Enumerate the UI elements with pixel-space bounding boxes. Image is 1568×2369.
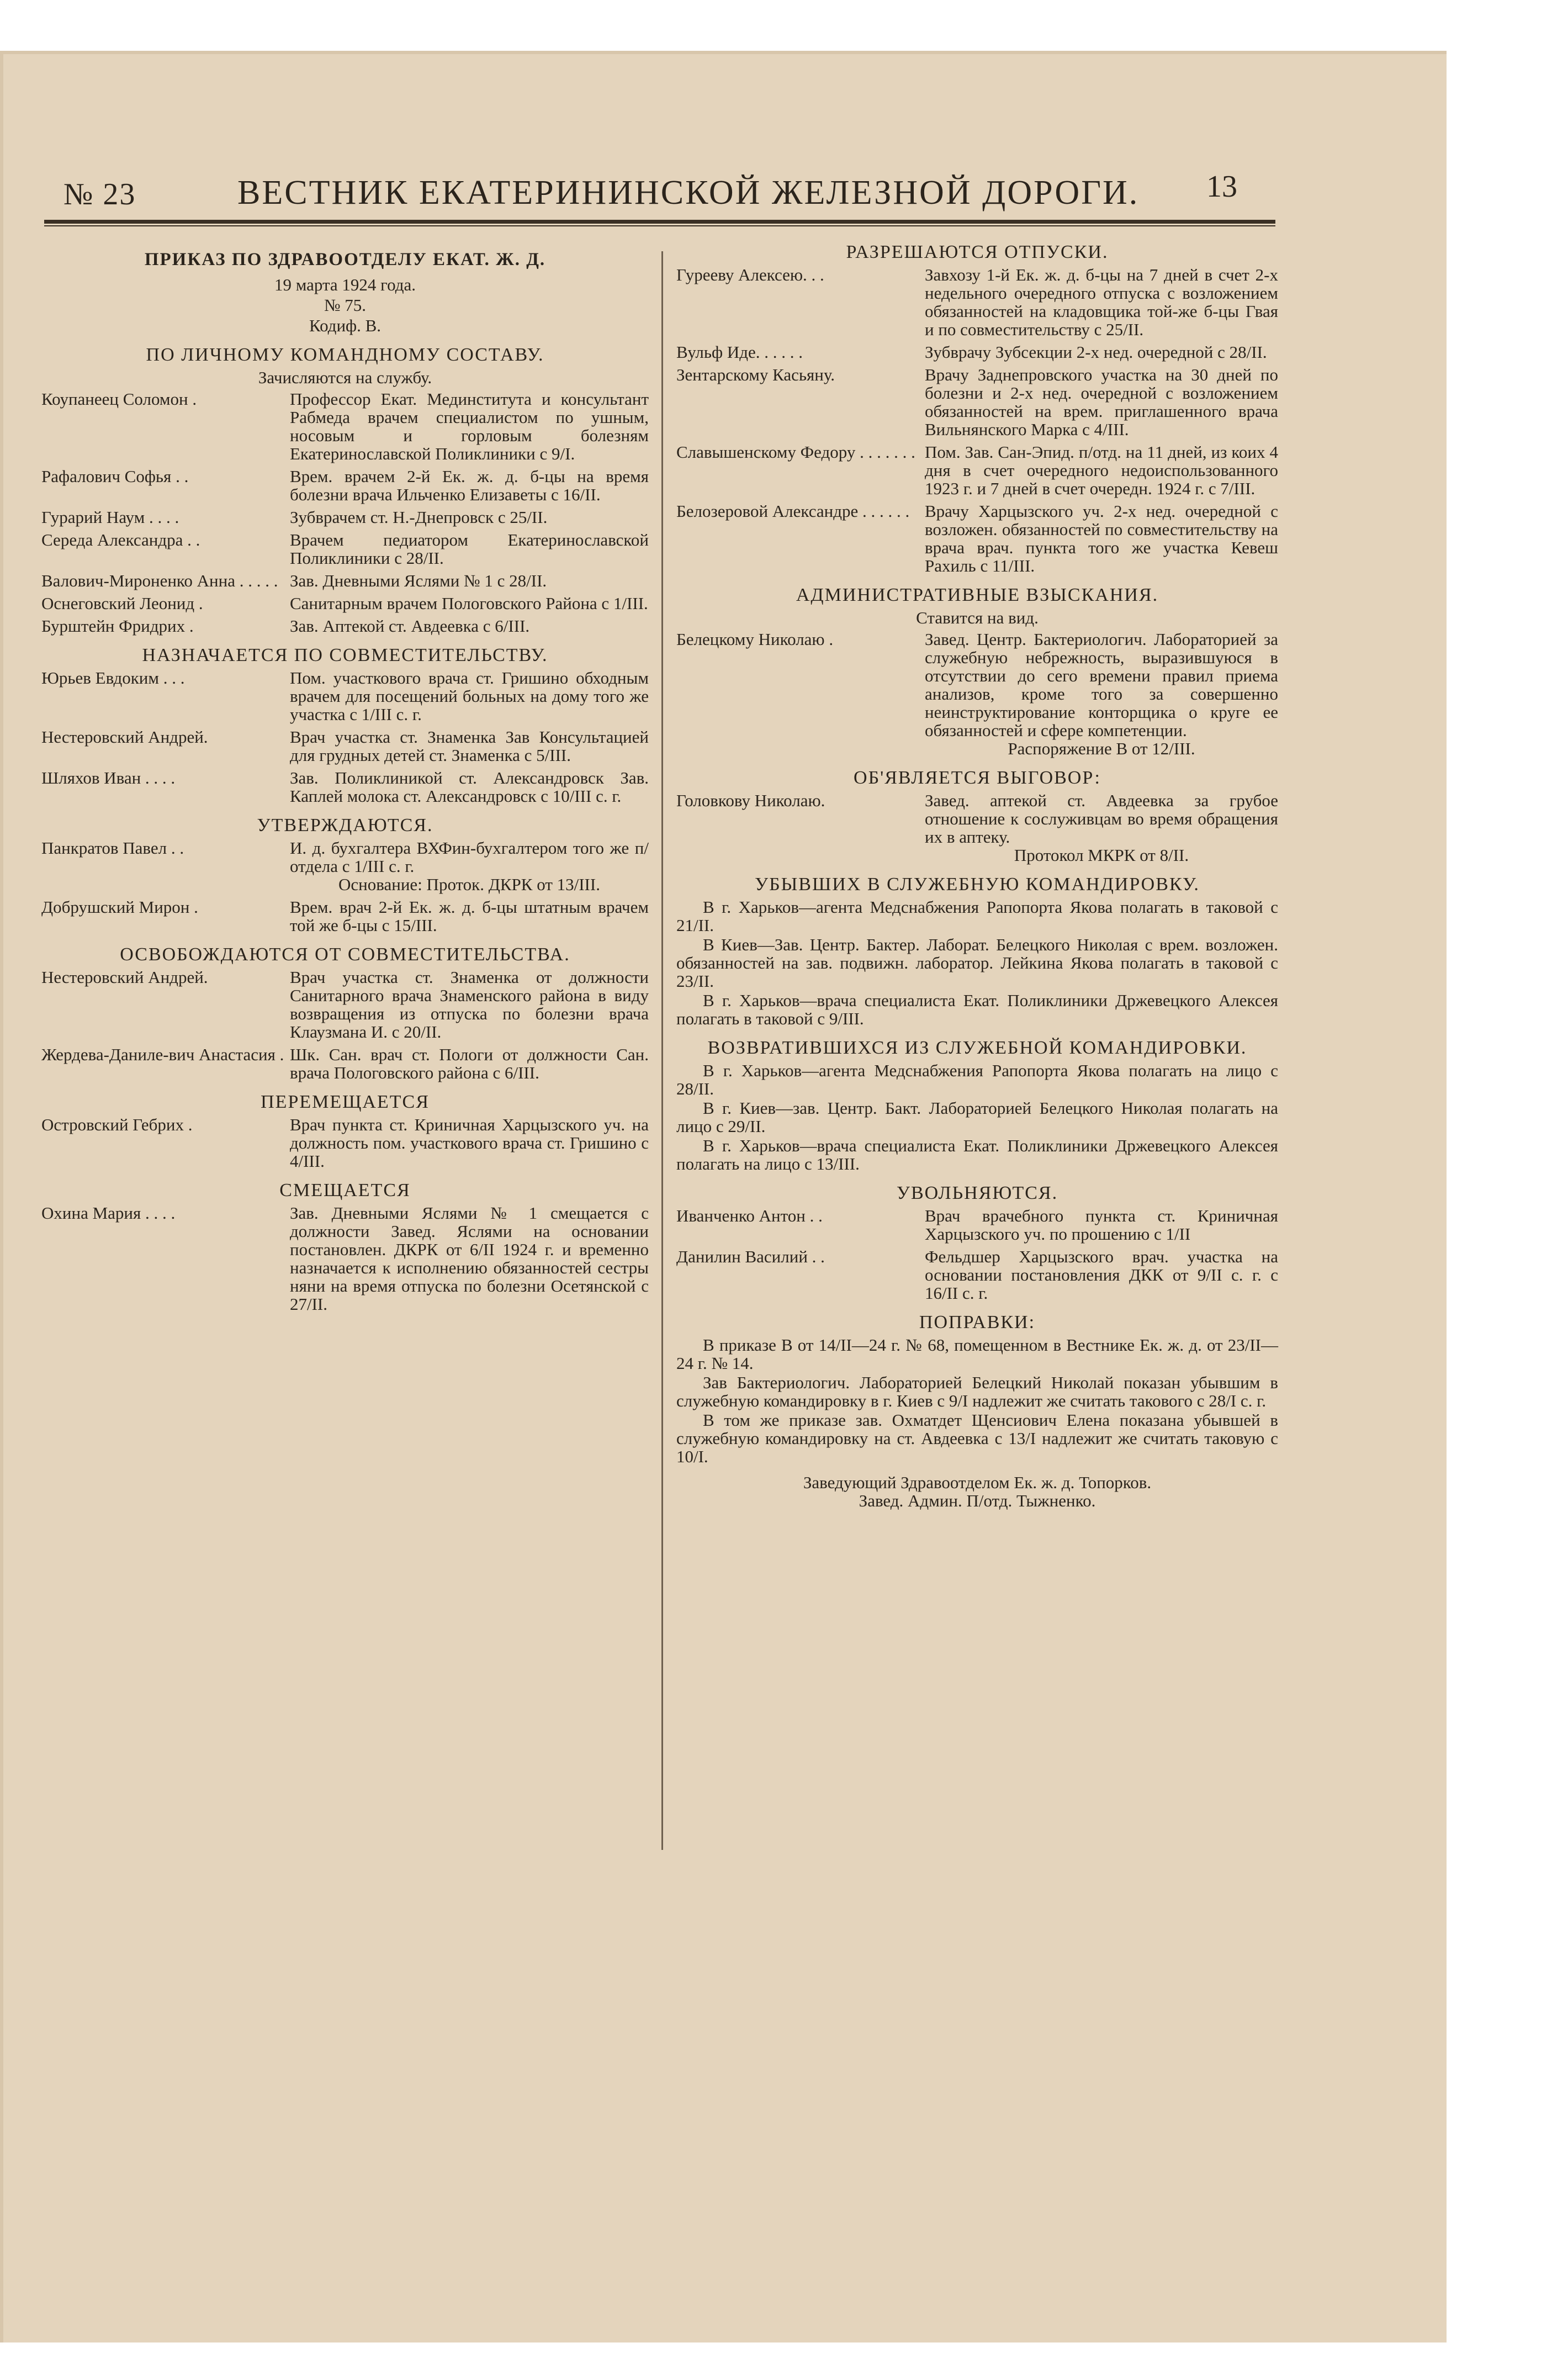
person-name: Белецкому Николаю . (676, 630, 834, 649)
entry-text: И. д. бухгалтера ВХФин-бухгалтером того же п/отдела с 1/III с. г. (290, 838, 649, 876)
order-number: № 75. (324, 295, 367, 315)
list-item (41, 617, 649, 635)
section-heading: НАЗНАЧАЕТСЯ ПО СОВМЕСТИТЕЛЬСТВУ. (142, 645, 548, 665)
person-name: Нестеровский Андрей. (41, 967, 208, 987)
section-heading: ВОЗВРАТИВШИХСЯ ИЗ СЛУЖЕБНОЙ КОМАНДИРОВКИ. (707, 1038, 1247, 1058)
person-name: Коупанеец Соломон . (41, 389, 197, 409)
entry-text: Зав. Дневными Яслями № 1 с 28/II. (290, 571, 547, 590)
person-name: Юрьев Евдоким . . . (41, 668, 185, 688)
list-item (676, 366, 1278, 438)
paragraph: В том же приказе зав. Охматдет Щенсиович Елена показана убывшей в служебную командировку на ст. Авдеевка с 13/I надлежит же считать таковую с 10/I. (676, 1410, 1278, 1466)
paragraph: В г. Харьков—врача специалиста Екат. Поликлиники Држевецкого Алексея полагать на лицо с 13/III. (676, 1136, 1278, 1173)
header-rule (44, 220, 1275, 224)
entry-text: Врач участка ст. Знаменка Зав Консультацией для грудных детей ст. Знаменка с 5/III. (290, 727, 649, 765)
entry-text: Шк. Сан. врач ст. Пологи от должности Сан. врача Пологовского района с 6/III. (290, 1045, 649, 1082)
list-item (41, 467, 649, 504)
entry-basis: Распоряжение В от 12/III. (1008, 739, 1195, 758)
list-item (41, 1204, 649, 1313)
entry-basis: Основание: Проток. ДКРК от 13/III. (338, 875, 600, 894)
paragraph: В г. Харьков—агента Медснабжения Рапопорта Якова полагать в таковой с 21/II. (676, 897, 1278, 935)
entry-text: Зубврачем ст. Н.-Днепровск с 25/II. (290, 507, 548, 527)
list-item (676, 343, 1278, 361)
section-heading: ПЕРЕМЕЩАЕТСЯ (261, 1092, 430, 1112)
person-name: Жердева-Даниле-вич Анастасия . (41, 1045, 284, 1064)
person-name: Бурштейн Фридрих . (41, 616, 194, 636)
entry-text: Зав. Дневными Яслями № 1 смещается с должности Завед. Яслями на основании постановлен. ДКРК от 6/II 1924 г. и временно назначается к исполнению обязанностей сестры няни на время отпуска по болезни Осетянской с 27/II. (290, 1203, 649, 1314)
person-name: Славышенскому Федору . . . . . . . (676, 442, 915, 462)
section-heading: АДМИНИСТРАТИВНЫЕ ВЗЫСКАНИЯ. (796, 585, 1159, 605)
entry-text: Фельдшер Харцызского врач. участка на основании постановления ДКК от 9/II с. г. с 16/II с. г. (925, 1247, 1278, 1303)
person-name: Шляхов Иван . . . . (41, 768, 176, 787)
section-heading: УБЫВШИХ В СЛУЖЕБНУЮ КОМАНДИРОВКУ. (755, 874, 1200, 895)
person-name: Белозеровой Александре . . . . . . (676, 501, 910, 521)
column-divider (661, 251, 663, 1850)
person-name: Середа Александра . . (41, 530, 200, 549)
list-item (41, 769, 649, 805)
section-heading: ПО ЛИЧНОМУ КОМАНДНОМУ СОСТАВУ. (146, 345, 544, 365)
list-item (676, 630, 1278, 758)
list-item (676, 1247, 1278, 1302)
entry-text: Профессор Екат. Мединститута и консультант Рабмеда врачем специалистом по ушным, носовым и горловым болезням Екатеринославской Поликлиники с 9/I. (290, 389, 649, 463)
entry-text: Врачу Харцызского уч. 2-х нед. очередной с возложен. обязанностей по совместительству на врача врач. пункта того же участка Кевеш Рахиль с 11/III. (925, 501, 1278, 575)
entry-text: Завхозу 1-й Ек. ж. д. б-цы на 7 дней в счет 2-х недельного очередного отпуска с возложением обязанностей на кладовщика той-же б-цы Гвая и по совместительству с 25/II. (925, 265, 1278, 339)
entry-text: Пом. Зав. Сан-Эпид. п/отд. на 11 дней, из коих 4 дня в счет очередного недоиспользованного 1923 г. и 7 дней в счет очередн. 1924 г. с 7/III. (925, 442, 1278, 498)
entry-text: Завед. аптекой ст. Авдеевка за грубое отношение к сослуживцам во время обращения их в аптеку. (925, 791, 1278, 847)
person-name: Охина Мария . . . . (41, 1203, 176, 1223)
approve-list (41, 839, 649, 934)
signature-line: Заведующий Здравоотделом Ек. ж. д. Топорков. (803, 1473, 1152, 1492)
enroll-list (41, 390, 649, 635)
release-list (41, 968, 649, 1082)
person-name: Рафалович Софья . . (41, 467, 189, 486)
person-name: Островский Гебрих . (41, 1115, 193, 1134)
list-item (676, 502, 1278, 575)
list-item (41, 968, 649, 1041)
entry-text: Врач врачебного пункта ст. Криничная Харцызского уч. по прошению с 1/II (925, 1206, 1278, 1244)
signature-line: Завед. Админ. П/отд. Тыжненко. (859, 1491, 1096, 1510)
person-name: Валович-Мироненко Анна . . . . . (41, 571, 278, 590)
section-heading: СМЕЩАЕТСЯ (279, 1180, 411, 1201)
entry-text: Врачем педиатором Екатеринославской Поликлиники с 28/II. (290, 530, 649, 568)
entry-text: Врачу Заднепровского участка на 30 дней по болезни и 2-х нед. очередной с возложением обязанностей на врем. приглашенного врача Вильнянского Марка с 4/III. (925, 365, 1278, 439)
entry-basis: Протокол МКРК от 8/II. (1014, 845, 1189, 865)
list-item (676, 266, 1278, 339)
section-heading: РАЗРЕШАЮТСЯ ОТПУСКИ. (846, 242, 1109, 262)
issue-number: № 23 (63, 177, 136, 211)
entry-text: Врем. врач 2-й Ек. ж. д. б-цы штатным врачем той же б-цы с 15/III. (290, 897, 649, 935)
entry-text: Зав. Аптекой ст. Авдеевка с 6/III. (290, 616, 530, 636)
entry-text: Завед. Центр. Бактериологич. Лабораторией за служебную небрежность, выразившуюся в отсутствии до сего времени правил приема анализов, кроме того за совершенно неинструктирование конторщика о круге ее обязанностей и сфере компетенции. (925, 630, 1278, 740)
section-heading: УТВЕРЖДАЮТСЯ. (257, 815, 433, 836)
list-item (41, 1115, 649, 1170)
list-item (676, 443, 1278, 498)
entry-text: Врач пункта ст. Криничная Харцызского уч. на должность пом. участкового врача ст. Гришино с 4/III. (290, 1115, 649, 1171)
section-heading: ПОПРАВКИ: (919, 1312, 1036, 1332)
person-name: Вульф Иде. . . . . . (676, 342, 803, 362)
person-name: Иванченко Антон . . (676, 1206, 823, 1225)
leave-list (676, 266, 1278, 575)
section-heading: УВОЛЬНЯЮТСЯ. (896, 1183, 1058, 1203)
person-name: Панкратов Павел . . (41, 838, 184, 858)
section-heading: ОСВОБОЖДАЮТСЯ ОТ СОВМЕСТИТЕЛЬСТВА. (120, 944, 570, 965)
entry-text: Пом. участкового врача ст. Гришино обходным врачем для посещений больных на дому того же участка с 1/III с. г. (290, 668, 649, 724)
subsection-heading: Ставится на вид. (916, 608, 1039, 627)
entry-text: Санитарным врачем Пологовского Района с 1/III. (290, 594, 648, 613)
order-heading: ПРИКАЗ ПО ЗДРАВООТДЕЛУ ЕКАТ. Ж. Д. (144, 250, 546, 269)
person-name: Головкову Николаю. (676, 791, 825, 810)
paragraph: В Киев—Зав. Центр. Бактер. Лаборат. Белецкого Николая с врем. возложен. обязанностей на зав. подвижн. лаборатор. Лейкина Якова полагать в таковой с 23/II. (676, 935, 1278, 991)
order-date: 19 марта 1924 года. (274, 275, 416, 294)
entry-text: Зав. Поликлиникой ст. Александровск Зав. Каплей молока ст. Александровск с 10/III с. г. (290, 768, 649, 806)
subsection-heading: Зачисляются на службу. (258, 368, 432, 387)
list-item (41, 572, 649, 590)
paragraph: В г. Харьков—врача специалиста Екат. Поликлиники Држевецкого Алексея полагать в таковой с 9/III. (676, 991, 1278, 1028)
codification: Кодиф. В. (309, 316, 382, 335)
publication-title: ВЕСТНИК ЕКАТЕРИНИНСКОЙ ЖЕЛЕЗНОЙ ДОРОГИ. (237, 174, 1140, 211)
list-item (41, 594, 649, 612)
right-column (676, 243, 1278, 1510)
paragraph: Зав Бактериологич. Лабораторией Белецкий Николай показан убывшим в служебную командировку в г. Киев с 9/I надлежит же считать такового с 28/I с. г. (676, 1373, 1278, 1410)
left-column (41, 243, 649, 1318)
paragraph: В приказе В от 14/II—24 г. № 68, помещенном в Вестнике Ек. ж. д. от 23/II—24 г. № 14. (676, 1335, 1278, 1373)
list-item (41, 508, 649, 526)
list-item (41, 1045, 649, 1082)
assign-list (41, 669, 649, 805)
list-item (676, 1207, 1278, 1243)
entry-text: Врем. врачем 2-й Ек. ж. д. б-цы на время болезни врача Ильченко Елизаветы с 16/II. (290, 467, 649, 504)
list-item (676, 791, 1278, 864)
person-name: Гурееву Алексею. . . (676, 265, 824, 284)
page-number: 13 (1206, 170, 1237, 204)
paragraph: В г. Харьков—агента Медснабжения Рапопорта Якова полагать на лицо с 28/II. (676, 1061, 1278, 1098)
list-item (41, 531, 649, 567)
person-name: Данилин Василий . . (676, 1247, 825, 1266)
entry-text: Врач участка ст. Знаменка от должности Санитарного врача Знаменского района в виду возвращения из отпуска по болезни врача Клаузмана И. с 20/II. (290, 967, 649, 1041)
list-item (41, 669, 649, 723)
person-name: Гурарий Наум . . . . (41, 507, 179, 527)
person-name: Оснеговский Леонид . (41, 594, 203, 613)
list-item (41, 898, 649, 934)
person-name: Зентарскому Касьяну. (676, 365, 835, 384)
person-name: Нестеровский Андрей. (41, 727, 208, 747)
list-item (41, 839, 649, 893)
list-item (41, 390, 649, 463)
list-item (41, 728, 649, 764)
header-rule-thin (44, 225, 1275, 226)
paragraph: В г. Киев—зав. Центр. Бакт. Лабораторией Белецкого Николая полагать на лицо с 29/II. (676, 1098, 1278, 1136)
person-name: Добрушский Мирон . (41, 897, 198, 917)
page-header (41, 166, 1273, 215)
section-heading: ОБ'ЯВЛЯЕТСЯ ВЫГОВОР: (854, 768, 1101, 788)
entry-text: Зубврачу Зубсекции 2-х нед. очередной с 28/II. (925, 342, 1267, 362)
